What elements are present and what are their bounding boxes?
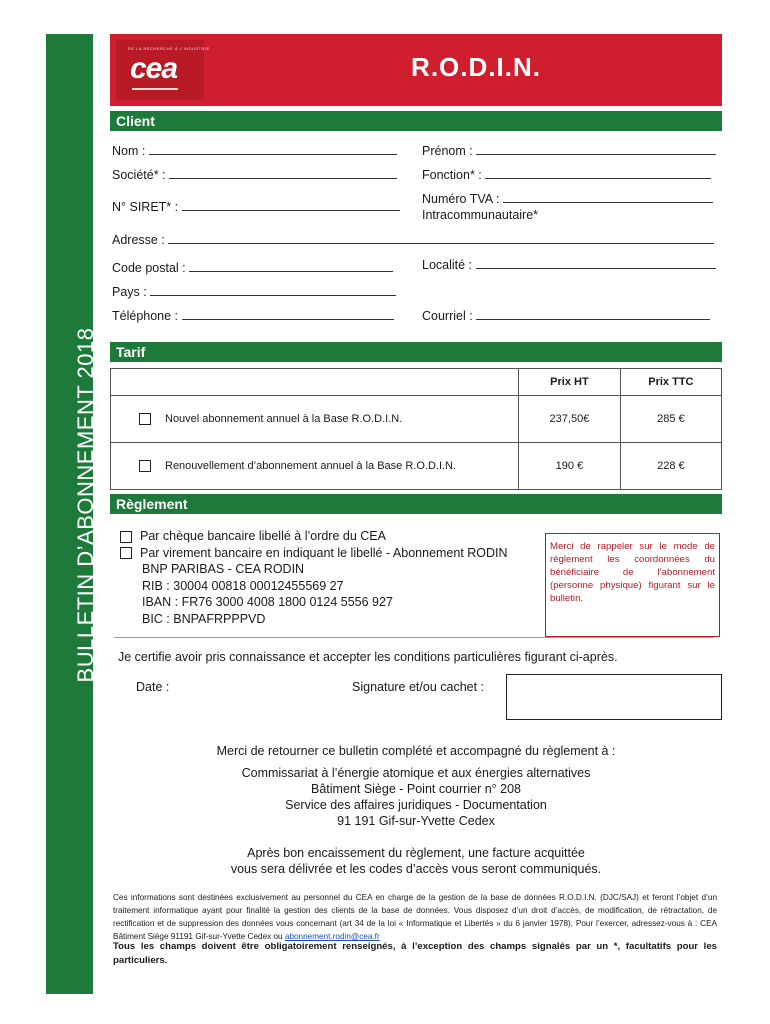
option-label: Nouvel abonnement annuel à la Base R.O.D.I.N. [165, 413, 403, 426]
checkbox-cheque[interactable] [120, 531, 132, 543]
table-row [111, 443, 722, 490]
return-intro: Merci de retourner ce bulletin complété et accompagné du règlement à : [216, 744, 616, 758]
legal-text: Ces informations sont destinées exclusivement au personnel du CEA en charge de la gestion de la base de données R.O.D.I.N. (DJC/SAJ) et feront l’objet d’un traitement informatique ayant pour finalité la gestion des clients de la base de données. Vous disposez d’un droit d’accès, de modification, de rétractation, de rectification et de suppression des données vous concernant (art 34 de la loi « Informatique et Libertés » du 6 janvier 1978). Pour l’exercer, adressez-vous à : CEA Bâtiment Siège 91191 Gif-sur-Yvette Cedex ou [113, 893, 717, 941]
table-header-row [111, 369, 722, 396]
option-virement-label: Par virement bancaire en indiquant le libellé - Abonnement RODIN [140, 545, 508, 560]
section-tarif: Tarif [110, 342, 722, 362]
col-prix-ht: Prix HT [519, 369, 621, 396]
price-ttc: 285 € [620, 396, 721, 443]
prenom-input-line[interactable] [476, 144, 716, 155]
nom-field[interactable] [112, 144, 397, 158]
contact-email-link[interactable]: abonnement.rodin@cea.fr [284, 932, 380, 941]
siret-input-line[interactable] [182, 200, 400, 211]
courriel-input-line[interactable] [476, 309, 710, 320]
adresse-field[interactable] [112, 233, 714, 247]
option-cheque[interactable] [120, 528, 508, 545]
nom-input-line[interactable] [149, 144, 397, 155]
after-payment-line: vous sera délivrée et les codes d’accès vous seront communiqués. [230, 862, 602, 876]
localite-label: Localité : [422, 258, 473, 272]
section-reglement: Règlement [110, 494, 722, 514]
price-ht: 190 € [519, 443, 621, 490]
option-virement[interactable] [120, 545, 508, 562]
tva-field[interactable] [422, 192, 713, 206]
bank-iban: IBAN : FR76 3000 4008 1800 0124 5556 927 [142, 595, 393, 609]
return-address-line: 91 191 Gif-sur-Yvette Cedex [337, 814, 495, 828]
price-ht: 237,50€ [519, 396, 621, 443]
pays-field[interactable] [112, 285, 396, 299]
option-renouvellement[interactable] [111, 443, 519, 490]
localite-field[interactable] [422, 258, 716, 272]
logo-wordmark: cea [130, 52, 178, 85]
adresse-input-line[interactable] [168, 233, 714, 244]
page-title: R.O.D.I.N. [411, 52, 541, 82]
prenom-label: Prénom : [422, 144, 473, 158]
header-banner [110, 34, 722, 106]
siret-label: N° SIRET* : [112, 200, 179, 214]
bank-name: BNP PARIBAS - CEA RODIN [142, 562, 305, 576]
pays-label: Pays : [112, 285, 147, 299]
payment-options [120, 528, 508, 627]
tva-input-line[interactable] [503, 192, 713, 203]
signature-label: Signature et/ou cachet : [352, 680, 485, 694]
telephone-field[interactable] [112, 309, 394, 323]
table-row [111, 396, 722, 443]
divider [114, 637, 714, 638]
mandatory-note: Tous les champs doivent être obligatoirement renseignés, à l’exception des champs signalés par un *, facultatifs pour les particuliers. [113, 941, 717, 966]
pays-input-line[interactable] [150, 285, 396, 296]
tarif-table [110, 368, 722, 490]
courriel-label: Courriel : [422, 309, 473, 323]
code-postal-input-line[interactable] [189, 261, 393, 272]
tva-label: Numéro TVA : [422, 192, 500, 206]
after-payment-line: Après bon encaissement du règlement, une facture acquittée [247, 846, 585, 860]
tva-label-2: Intracommunautaire* [422, 208, 539, 222]
societe-input-line[interactable] [169, 168, 397, 179]
certification-text: Je certifie avoir pris connaissance et accepter les conditions particulières figurant ci-après. [118, 650, 618, 664]
option-cheque-label: Par chèque bancaire libellé à l’ordre du CEA [140, 529, 386, 543]
payment-note: Merci de rappeler sur le mode de règlement les coordonnées du bénéficiaire de l’abonnement (personne physique) figurant sur le bulletin. [545, 533, 720, 637]
adresse-label: Adresse : [112, 233, 165, 247]
courriel-field[interactable] [422, 309, 710, 323]
prenom-field[interactable] [422, 144, 716, 158]
fonction-input-line[interactable] [485, 168, 711, 179]
siret-field[interactable] [112, 200, 400, 214]
code-postal-field[interactable] [112, 261, 393, 275]
price-ttc: 228 € [620, 443, 721, 490]
societe-field[interactable] [112, 168, 397, 182]
table-header-empty [111, 369, 519, 396]
fonction-label: Fonction* : [422, 168, 482, 182]
date-label: Date : [136, 680, 170, 694]
return-address-line: Service des affaires juridiques - Documentation [285, 798, 547, 812]
telephone-input-line[interactable] [182, 309, 394, 320]
bank-rib: RIB : 30004 00818 00012455569 27 [142, 578, 344, 593]
section-client: Client [110, 111, 722, 131]
document-title: BULLETIN D’ABONNEMENT 2018 [73, 327, 98, 683]
sidebar-band [46, 34, 98, 994]
telephone-label: Téléphone : [112, 309, 179, 323]
fonction-field[interactable] [422, 168, 711, 182]
societe-label: Société* : [112, 168, 166, 182]
checkbox-nouvel-abonnement[interactable] [139, 413, 151, 425]
return-address-line: Bâtiment Siège - Point courrier n° 208 [311, 782, 521, 796]
col-prix-ttc: Prix TTC [620, 369, 721, 396]
option-nouvel-abonnement[interactable] [111, 396, 519, 443]
bank-bic: BIC : BNPAFRPPPVD [142, 611, 266, 626]
code-postal-label: Code postal : [112, 261, 186, 275]
logo-underline [132, 88, 178, 90]
return-address-line: Commissariat à l’énergie atomique et aux énergies alternatives [241, 766, 591, 780]
checkbox-renouvellement[interactable] [139, 460, 151, 472]
logo-tagline: DE LA RECHERCHE À L'INDUSTRIE [128, 46, 210, 51]
nom-label: Nom : [112, 144, 146, 158]
localite-input-line[interactable] [476, 258, 716, 269]
checkbox-virement[interactable] [120, 547, 132, 559]
option-label: Renouvellement d’abonnement annuel à la Base R.O.D.I.N. [165, 460, 457, 473]
legal-notice [113, 891, 717, 943]
signature-box[interactable] [506, 674, 722, 720]
